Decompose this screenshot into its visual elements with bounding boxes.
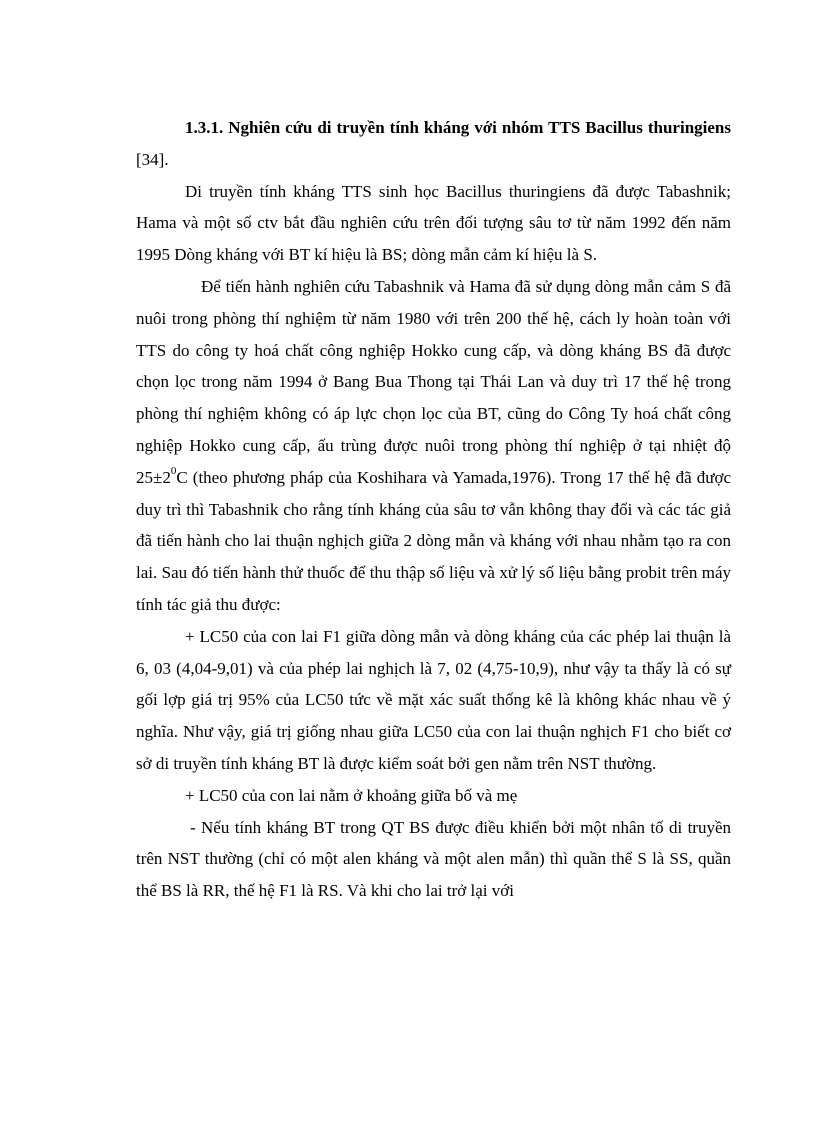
paragraph-2 — [136, 271, 731, 621]
section-heading — [136, 112, 731, 176]
section-heading-text: 1.3.1. Nghiên cứu di truyền tính kháng với nhóm TTS Bacillus thuringiens — [185, 118, 731, 137]
degree-superscript: 0 — [170, 465, 177, 478]
paragraph-2-part-b: C (theo phương pháp của Koshihara và Yamada,1976). Trong 17 thế hệ đã được duy trì thì Tabashnik cho rằng tính kháng của sâu tơ vẫn không thay đổi và các tác giả đã tiến hành cho lai thuận nghịch giữa 2 dòng mẫn và kháng với nhau nhằm tạo ra con lai. Sau đó tiến hành thử thuốc để thu thập số liệu và xử lý số liệu bằng probit trên máy tính tác giả thu được: — [136, 467, 731, 614]
paragraph-3: + LC50 của con lai F1 giữa dòng mẫn và dòng kháng của các phép lai thuận là 6, 03 (4,04-9,01) và của phép lai nghịch là 7, 02 (4,75-10,9), như vậy ta thấy là có sự gối lợp giá trị 95% của LC50 tức về mặt xác suất thống kê là không khác nhau về ý nghĩa. Như vậy, giá trị giống nhau giữa LC50 của con lai thuận nghịch F1 cho biết cơ sở di truyền tính kháng BT là được kiểm soát bởi gen nằm trên NST thường. — [136, 626, 731, 773]
paragraph-4: + LC50 của con lai nằm ở khoảng giữa bố và mẹ — [185, 785, 518, 805]
document-body — [136, 112, 731, 907]
paragraph-2-part-a: Để tiến hành nghiên cứu Tabashnik và Hama đã sử dụng dòng mẫn cảm S đã nuôi trong phòng thí nghiệm từ năm 1980 với trên 200 thế hệ, cách ly hoàn toàn với TTS do công ty hoá chất công nghiệp Hokko cung cấp, và dòng kháng BS đã được chọn lọc trong năm 1994 ở Bang Bua Thong tại Thái Lan và duy trì 17 thế hệ trong phòng thí nghiệm không có áp lực chọn lọc của BT, cũng do Công Ty hoá chất công nghiệp Hokko cung cấp, ấu trùng được nuôi trong phòng thí nghiệp ở tại nhiệt độ 25±2 — [136, 276, 731, 487]
section-reference: [34]. — [136, 149, 169, 169]
paragraph-1: Di truyền tính kháng TTS sinh học Bacillus thuringiens đã được Tabashnik; Hama và một số ctv bắt đầu nghiên cứu trên đối tượng sâu tơ từ năm 1992 đến năm 1995 Dòng kháng với BT kí hiệu là BS; dòng mẫn cảm kí hiệu là S. — [136, 181, 731, 265]
paragraph-5: - Nếu tính kháng BT trong QT BS được điều khiển bởi một nhân tố di truyền trên NST thường (chỉ có một alen kháng và một alen mẫn) thì quần thể S là SS, quần thể BS là RR, thế hệ F1 là RS. Và khi cho lai trở lại với — [136, 817, 731, 901]
